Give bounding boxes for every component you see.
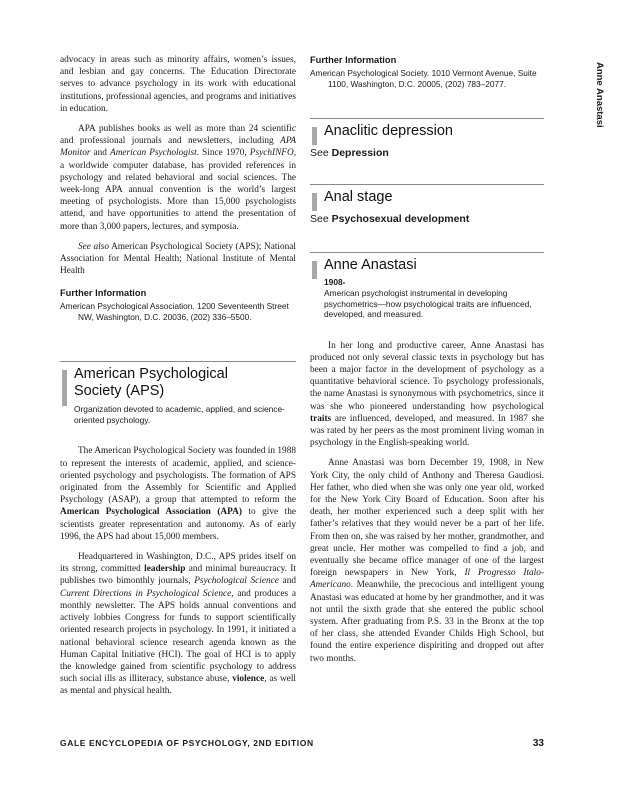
further-info-heading: Further Information (60, 288, 147, 299)
see-reference: See Psychosexual development (310, 213, 470, 225)
entry-title: Anal stage (324, 189, 393, 205)
further-info-text: American Psychological Association. 1200 Seventeenth Street NW, Washington, D.C. 20036, (202) 336–5500. (60, 301, 289, 323)
entry-anal-stage (310, 184, 544, 206)
see-link[interactable]: Depression (331, 147, 389, 159)
see-link[interactable]: Psychosexual development (331, 213, 470, 225)
see-also-paragraph: See also American Psychological Society (APS); National Association for Mental Health; National Institute of Mental Health (60, 241, 296, 277)
entry-marker (312, 193, 317, 211)
aps-paragraph-1: The American Psychological Society was founded in 1988 to represent the interests of academic, applied, and science-oriented psychology and psychologists. The formation of APS originated from the Assembly for Scientific and Applied Psychology (ASAP), a group that attempted to reform the American Psychological Association (APA) to give the scientists greater representation and autonomy. As of early 1996, the APS had about 15,000 members. (60, 446, 296, 542)
entry-marker (62, 370, 67, 406)
entry-aps (60, 361, 296, 425)
entry-anne-anastasi (310, 252, 544, 320)
right-column (310, 54, 544, 665)
further-info-apa (60, 287, 296, 323)
apa-paragraph-1: advocacy in areas such as minority affairs, women’s issues, and lesbian and gay concerns. The Education Directorate serves to advance psychology in its work with educational institutions, professional agencies, and programs and initiatives in education. (60, 55, 296, 114)
further-info-text: American Psychological Society. 1010 Vermont Avenue, Suite 1100, Washington, D.C. 20005, (202) 783–2077. (310, 68, 537, 89)
entry-title-line2: Society (APS) (74, 383, 165, 400)
entry-title-line1: American Psychological (74, 366, 228, 383)
anastasi-paragraph-1: In her long and productive career, Anne Anastasi has produced not only several classic texts in psychology but has been a major factor in the development of psychology as a quantitative behavioral science. To psychology professionals, the name Anastasi is synonymous with psychometrics, since it was she who pioneered understanding how psychological traits are influenced, developed, and measured. In 1987 she was rated by her peers as the most prominent living woman in psychology in the English-speaking world. (310, 340, 544, 449)
entry-description: American psychologist instrumental in developing psychometrics—how psychological traits are influenced, developed, and measured. (324, 288, 532, 319)
entry-description: Organization devoted to academic, applied, and science-oriented psychology. (74, 404, 285, 425)
further-info-aps (310, 54, 544, 90)
see-reference: See Depression (310, 147, 389, 159)
entry-anaclitic-depression (310, 118, 544, 140)
apa-paragraph-2: APA publishes books as well as more than 24 scientific and professional journals and newsletters, including APA Monitor and American Psychologist. Since 1970, PsychINFO, a worldwide computer database, has provided references in psychology and related behavioral and social sciences. The week-long APA annual convention is the world’s largest meeting of psychologists. More than 15,000 psychologists attend, and have opportunities to attend the presentation of more than 3,000 papers, lectures, and symposia. (60, 124, 297, 232)
page-number: 33 (532, 738, 544, 749)
anastasi-paragraph-2: Anne Anastasi was born December 19, 1908, in New York City, the only child of Anthony and Theresa Gaudiosi. Her father, who died when she was only one year old, worked for the New York City Board of Education. Soon after his death, her mother experienced such a deep split with her father’s relatives that they would never be a part of her life. From then on, she was raised by her mother, grandmother, and great uncle. Her mother was compelled to find a job, and eventually she became office manager of one of the largest foreign newspapers in New York, Il Progresso Italo-Americano. Meanwhile, the precocious and intelligent young Anastasi was educated at home by her grandmother, and it was not until the sixth grade that she entered the public school system. After graduating from P.S. 33 in the Bronx at the top of her class, she attended Evander Childs High School, but found the entire experience dispiriting and dropped out after two months. (310, 458, 545, 664)
running-head: Anne Anastasi (594, 62, 605, 128)
entry-marker (312, 261, 317, 279)
further-info-heading: Further Information (310, 55, 397, 65)
entry-dates: 1908- (324, 277, 346, 287)
footer-title: GALE ENCYCLOPEDIA OF PSYCHOLOGY, 2ND EDITION (60, 738, 314, 748)
entry-marker (312, 127, 317, 145)
left-column (60, 54, 296, 698)
aps-paragraph-2: Headquartered in Washington, D.C., APS prides itself on its strong, committed leadership and minimal bureaucracy. It publishes two bimonthly journals, Psychological Science and Current Directions in Psychological Science, and produces a monthly newsletter. The APS holds annual conventions and actively lobbies Congress for funds to support scientifically oriented research projects in psychology. In 1991, it initiated a national behavioral science research agenda known as the Human Capital Initiative (HCI). The goal of HCI is to apply the knowledge gained from scientific psychology to address such social ills as illiteracy, substance abuse, violence, as well as mental and physical health. (60, 552, 296, 697)
page-footer (60, 738, 544, 749)
entry-title: Anne Anastasi (324, 257, 417, 273)
entry-title: Anaclitic depression (324, 123, 453, 139)
